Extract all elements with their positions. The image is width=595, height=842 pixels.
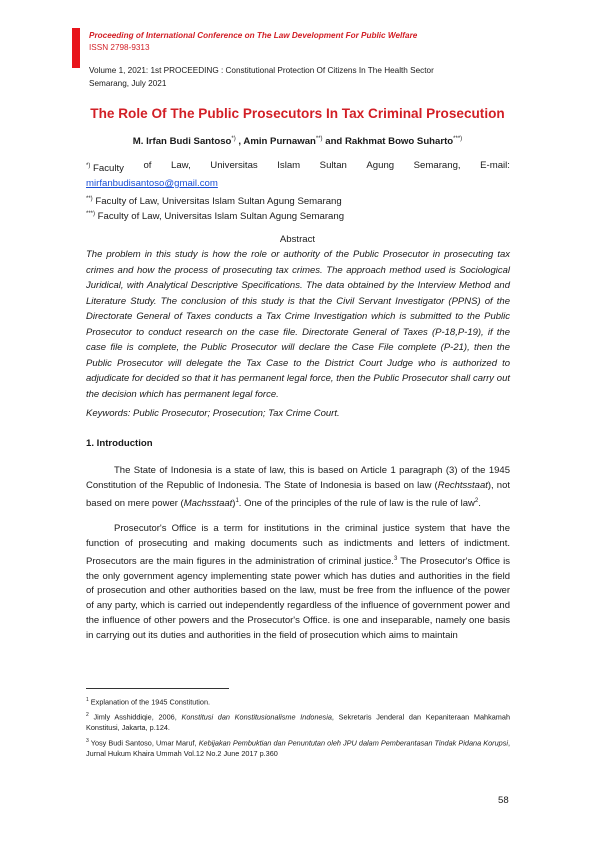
volume-info: Volume 1, 2021: 1st PROCEEDING : Constitutional Protection Of Citizens In The Health Sector (89, 66, 434, 75)
author-mark: ***) (453, 136, 463, 142)
author-list (0, 136, 595, 147)
footnote-ref[interactable]: 3 (393, 555, 398, 562)
author-separator: and (322, 136, 345, 148)
footnote: $^3$ Yosy Budi Santoso, Umar Maruf, Kebijakan Pembuktian dan Penuntutan oleh JPU dalam Pemberantasan Tindak Pidana Korupsi, Jurnal Hukum Khaira Ummah Vol.12 No.2 June 2017 p.360 (86, 738, 510, 758)
email-link[interactable]: mirfanbudisantoso@gmail.com (86, 178, 218, 189)
author-name: Rakhmat Bowo Suharto (344, 136, 454, 148)
affiliation-word: Law, (171, 160, 191, 171)
affiliation-word: Sultan (319, 160, 347, 171)
affiliation-word: Universitas (210, 160, 258, 171)
keywords: Keywords: Public Prosecutor; Prosecution; Tax Crime Court. (86, 408, 340, 419)
abstract-text: The problem in this study is how the role or authority of the Public Prosecutor in prosecuting tax crimes and how the process of prosecuting tax crimes. The approach method used is Sociological Juridical, with Analytical Descriptive Specifications. The data obtained by the Interview Method and Literature Study. The conclusion of this study is that the Civil Servant Investigator (PPNS) of the Directorate General of Taxes conducts a Tax Crime Investigation which is submitted to the Public Prosecutor to conduct research on the case file. Directorate General of Taxes (P-18,P-19), if the case file is complete, the Public Prosecutor will declare the Case File complete (P-21), then the Public Prosecutor will delegate the Tax Case to the District Court Judge who is authorized to adjudicate for decided so that it has permanent legal force, then the Public Prosecutor shall carry out the decision which has permanent legal force. (86, 249, 510, 400)
abstract-heading: Abstract (279, 234, 316, 245)
author-name: Amin Purnawan (243, 136, 316, 148)
author-separator: , (235, 136, 244, 148)
footnote-divider (86, 688, 229, 689)
body-paragraph: The State of Indonesia is a state of law, this is based on Article 1 paragraph (3) of the 1945 Constitution of the Republic of Indonesia. The State of Indonesia is based on law (Rechtsstaat), not based on mere power (Machsstaat)$^1$. One of the principles of the rule of law is the rule of law$^2$. (86, 465, 510, 509)
affiliation-2: **) Faculty of Law, Universitas Islam Sultan Agung Semarang (86, 196, 342, 208)
section-heading: 1. Introduction (86, 438, 153, 449)
paper-title: The Role Of The Public Prosecutors In Tax Criminal Prosecution (90, 106, 505, 121)
affiliation-mark: *) (86, 163, 91, 169)
affiliation-word: Semarang, (413, 160, 461, 171)
footnote-ref[interactable]: 2 (474, 497, 479, 504)
affiliation-mark: **) (86, 196, 93, 202)
latin-term: Machsstaat (183, 497, 233, 509)
page-number: 58 (498, 795, 509, 806)
footnote-ref[interactable]: 1 (235, 497, 239, 504)
body-paragraph: Prosecutor's Office is a term for institutions in the criminal justice system that have the function of prosecuting and making documents such as indictments and letters of indictment. Prosecutors are the main figures in the administration of criminal justice.$^3$ The Prosecutor's Office is the only government agency implementing state power which has duties and authorities in the field of prosecution and other authorities based on the law, must be free from the influence of the power of any party, which is carried out independently regardless of the influence of government power and the influence of other powers and the Prosecutor's Office. is one and inseparable, namely one basis in carrying out its duties and authorities in the field of prosecution which aims to maintain (86, 523, 511, 641)
issn: ISSN 2798-9313 (89, 43, 150, 52)
header-accent-bar (72, 28, 80, 68)
author-mark: **) (315, 136, 323, 142)
journal-name: Proceeding of International Conference on The Law Development For Public Welfare (89, 31, 418, 40)
footnote: $^1$ Explanation of the 1945 Constitution. (86, 697, 211, 707)
cited-title: Konstitusi dan Konstitusionalisme Indonesia (181, 712, 332, 722)
footnote: $^2$ Jimly Asshiddiqie, 2006, Konstitusi dan Konstitusionalisme Indonesia, Sekretaris Jenderal dan Kepaniteraan Mahkamah Konstitusi, Jakarta, p.124. (86, 712, 510, 732)
affiliation-1 (86, 160, 510, 176)
latin-term: Rechtsstaat (437, 479, 488, 491)
affiliation-3: ***) Faculty of Law, Universitas Islam Sultan Agung Semarang (86, 211, 345, 223)
footnote-mark: 2 (86, 712, 89, 718)
author-name: M. Irfan Budi Santoso (132, 136, 232, 148)
affiliation-word: of (143, 160, 152, 171)
affiliation-word: *) Faculty (86, 163, 124, 175)
cited-title: Kebijakan Pembuktian dan Penuntutan oleh JPU dalam Pemberantasan Tindak Pidana Korupsi (198, 738, 508, 748)
footnote-mark: 3 (86, 738, 89, 744)
footnote-mark: 1 (86, 697, 89, 703)
affiliation-mark: ***) (86, 211, 96, 217)
affiliation-word: Islam (277, 160, 301, 171)
place-date: Semarang, July 2021 (89, 79, 167, 88)
affiliation-word: E-mail: (480, 160, 510, 171)
author-mark: *) (231, 136, 236, 142)
affiliation-word: Agung (366, 160, 395, 171)
